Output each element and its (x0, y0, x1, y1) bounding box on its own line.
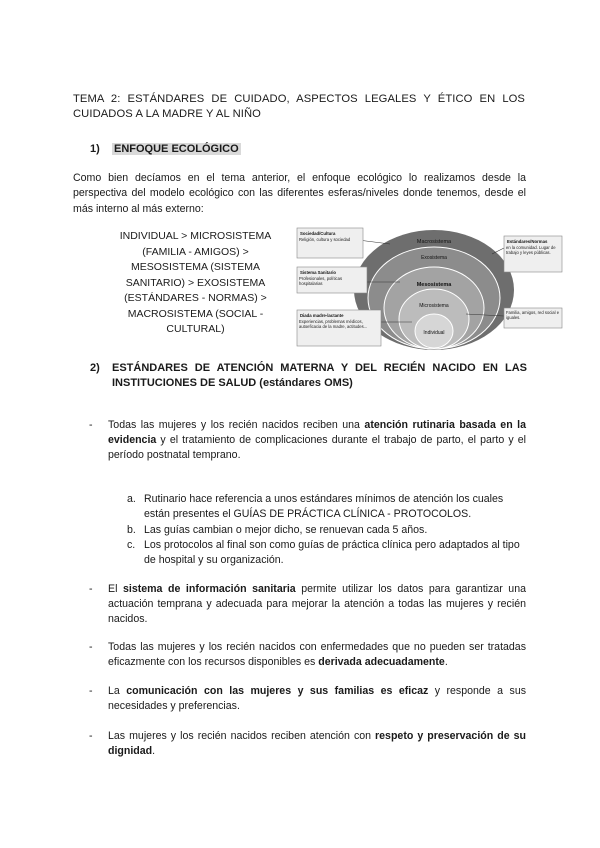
sub-letter-c: c. (127, 539, 136, 551)
ecological-hierarchy: INDIVIDUAL > MICROSISTEMA (FAMILIA - AMIGOS) > MESOSISTEMA (SISTEMA SANITARIO) > EXOSISTEMA (ESTÁNDARES - NORMAS) > MACROSISTEMA (SOCIAL - CULTURAL) (119, 230, 272, 335)
sub-letter-a: a. (127, 493, 136, 505)
box-diada-madre-lactante (297, 310, 381, 346)
box-text: en la comunidad. Lugar de trabajo y leyes públicas. (506, 245, 556, 255)
bullet-2 (108, 582, 526, 628)
document-title: TEMA 2: ESTÁNDARES DE CUIDADO, ASPECTOS LEGALES Y ÉTICO EN LOS CUIDADOS A LA MADRE Y AL NIÑO (73, 93, 525, 120)
section2-title: ESTÁNDARES DE ATENCIÓN MATERNA Y DEL RECIÉN NACIDO EN LAS INSTITUCIONES DE SALUD (estándares OMS) (112, 362, 527, 389)
bullet-marker: - (89, 730, 93, 742)
sub-item-b: Las guías cambian o mejor dicho, se renuevan cada 5 años. (144, 524, 428, 536)
bullet-2-pre: El (108, 583, 123, 595)
label-mesosistema: Mesosistema (416, 282, 452, 288)
box-familia-amigos (504, 308, 562, 328)
section2-heading (90, 361, 527, 391)
bullet-5 (108, 729, 526, 759)
bullet-4-bold: comunicación con las mujeres y sus familias es eficaz (126, 685, 429, 697)
bullet-2-post: permite utilizar los datos para garantizar una actuación temprana y adecuada para mejorar la atención a todas las mujeres y recién nacidos. (108, 583, 526, 626)
section1-number: 1) (90, 143, 100, 155)
box-sistema-sanitario (297, 267, 367, 293)
label-macrosistema: Macrosistema (416, 239, 452, 245)
box-title: Diada madre-lactante (300, 313, 344, 318)
bullet-marker: - (89, 641, 93, 653)
box-title: Sociedad/Cultura (300, 231, 336, 236)
bullet-5-pre: Las mujeres y los recién nacidos reciben atención con (108, 730, 376, 742)
section2-number: 2) (90, 362, 100, 374)
section1-heading (90, 142, 241, 157)
bullet-5-bold: respeto y preservación de su dignidad (108, 730, 526, 758)
label-individual: Individual (423, 330, 445, 336)
bullet-1-pre: Todas las mujeres y los recién nacidos reciben una (108, 419, 365, 431)
box-sociedad-cultura (297, 228, 363, 258)
box-text: Familia, amigos, red social e iguales. (506, 310, 560, 320)
bullet-4-post: y responde a sus necesidades y preferencias. (108, 685, 527, 713)
bullet-3 (108, 640, 526, 670)
bullet-marker: - (89, 685, 93, 697)
section1-title: ENFOQUE ECOLÓGICO (114, 143, 239, 155)
bullet-marker: - (89, 419, 93, 431)
box-text: Profesionales, políticas hospitalarias (299, 276, 343, 286)
sub-item-c: Los protocolos al final son como guías de práctica clínica pero adaptados al tipo de hospital y su organización. (144, 539, 520, 567)
bullet-5-post: . (152, 745, 156, 758)
bullet-4 (108, 684, 526, 714)
bullet-3-bold: derivada adecuadamente (318, 656, 445, 669)
label-microsistema: Microsistema (419, 303, 449, 309)
bullet-3-post: . (444, 656, 448, 669)
label-exosistema: Exosistema (421, 255, 447, 261)
box-title: Estándares/Normas (507, 239, 548, 244)
ecological-model-diagram (296, 226, 564, 350)
box-title: Sistema Sanitario (300, 270, 337, 275)
bullet-1-post: y el tratamiento de complicaciones durante el trabajo de parto, el parto y el período postnatal temprano. (108, 434, 526, 462)
box-text: Experiencias, problemas médicos, autoeficacia de la madre, actitudes... (299, 319, 368, 329)
box-text: Religión, cultura y sociedad (299, 237, 351, 242)
sub-item-a: Rutinario hace referencia a unos estándares mínimos de atención los cuales están presentes el GUÍAS DE PRÁCTICA CLÍNICA - PROTOCOLOS. (144, 493, 504, 521)
bullet-2-bold: sistema de información sanitaria (122, 583, 296, 595)
sub-letter-b: b. (127, 524, 136, 536)
bullet-1-bold: atención rutinaria basada en la evidencia (108, 419, 526, 447)
box-estandares-normas (504, 236, 562, 272)
bullet-3-pre: Todas las mujeres y los recién nacidos con enfermedades que no pueden ser tratadas eficazmente con los recursos disponibles es (108, 641, 526, 669)
bullet-1 (108, 418, 526, 464)
bullet-marker: - (89, 583, 93, 595)
section1-intro: Como bien decíamos en el tema anterior, el enfoque ecológico lo realizamos desde la perspectiva del modelo ecológico con las diferentes esferas/niveles donde tenemos, desde el más interno al más externo: (73, 172, 526, 215)
bullet-4-pre: La (108, 685, 127, 697)
